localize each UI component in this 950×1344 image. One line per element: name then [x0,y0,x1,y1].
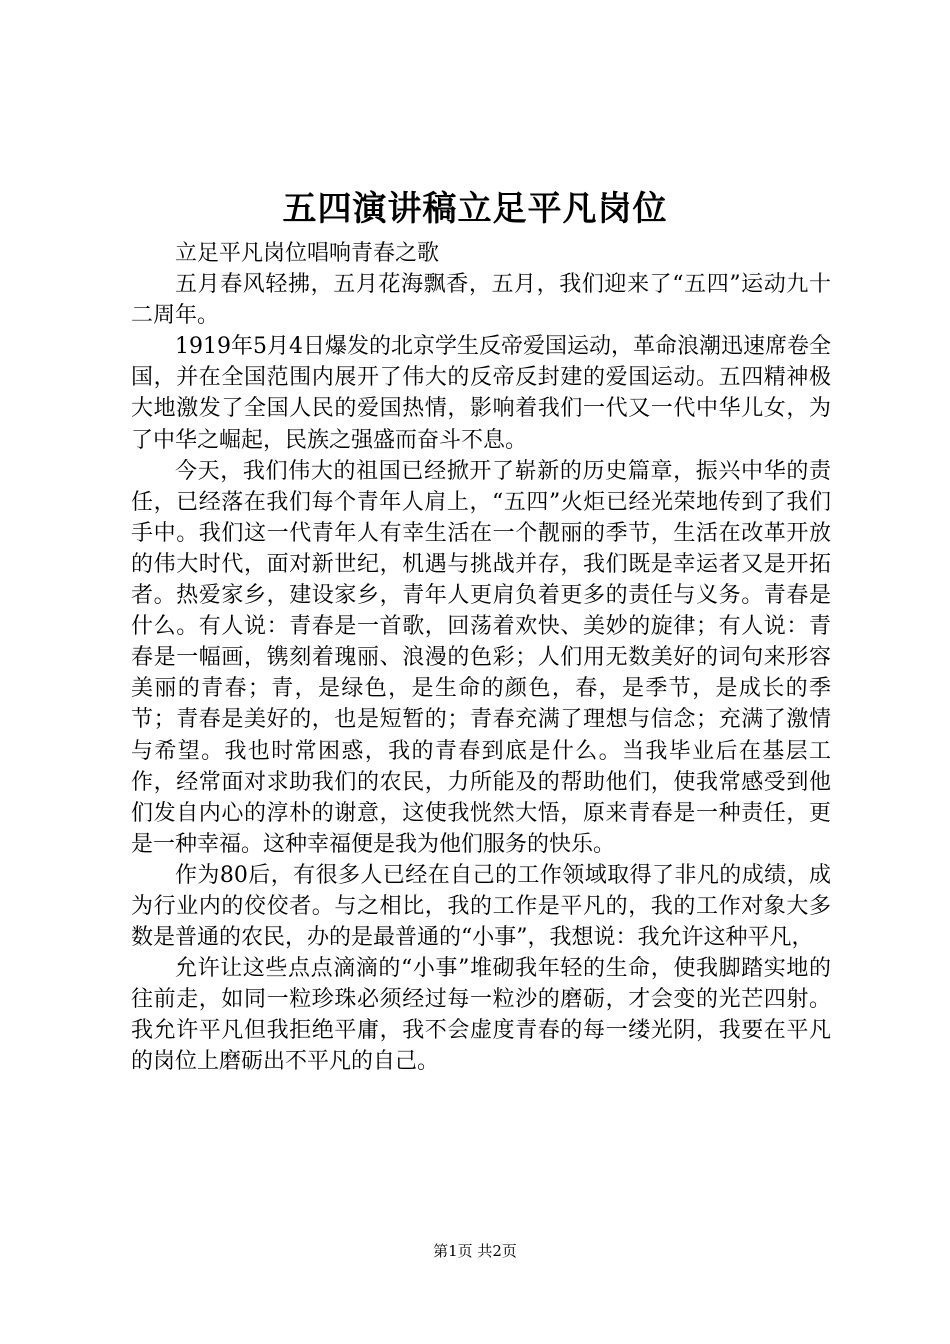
document-subtitle: 立足平凡岗位唱响青春之歌 [175,241,440,266]
document-body [131,238,831,1078]
paragraph: 作为80后，有很多人已经在自己的工作领域取得了非凡的成绩，成为行业内的佼佼者。与之相比，我的工作是平凡的，我的工作对象大多数是普通的农民，办的是最普通的“小事”，我想说：我允许这种平凡， [131,862,831,951]
paragraph: 1919年5月4日爆发的北京学生反帝爱国运动，革命浪潮迅速席卷全国，并在全国范围内展开了伟大的反帝反封建的爱国运动。五四精神极大地激发了全国人民的爱国热情，影响着我们一代又一代中华儿女，为了中华之崛起，民族之强盛而奋斗不息。 [131,334,831,453]
paragraph: 今天，我们伟大的祖国已经掀开了崭新的历史篇章，振兴中华的责任，已经落在我们每个青年人肩上，“五四”火炬已经光荣地传到了我们手中。我们这一代青年人有幸生活在一个靓丽的季节，生活在改革开放的伟大时代，面对新世纪，机遇与挑战并存，我们既是幸运者又是开拓者。热爱家乡，建设家乡，青年人更肩负着更多的责任与义务。青春是什么。有人说：青春是一首歌，回荡着欢快、美妙的旋律；有人说：青春是一幅画，镌刻着瑰丽、浪漫的色彩；人们用无数美好的词句来形容美丽的青春；青，是绿色，是生命的颜色，春，是季节，是成长的季节；青春是美好的，也是短暂的；青春充满了理想与信念；充满了激情与希望。我也时常困惑，我的青春到底是什么。当我毕业后在基层工作，经常面对求助我们的农民，力所能及的帮助他们，使我常感受到他们发自内心的淳朴的谢意，这使我恍然大悟，原来青春是一种责任，更是一种幸福。这种幸福便是我为他们服务的快乐。 [131,458,831,857]
paragraph: 五月春风轻拂，五月花海飘香，五月，我们迎来了“五四”运动九十二周年。 [131,272,831,329]
document-title: 五四演讲稿立足平凡岗位 [282,189,668,229]
page-number-footer: 第1页 共2页 [433,1242,517,1260]
paragraph: 允许让这些点点滴滴的“小事”堆砌我年轻的生命，使我脚踏实地的往前走，如同一粒珍珠必须经过每一粒沙的磨砺，才会变的光芒四射。我允许平凡但我拒绝平庸，我不会虚度青春的每一缕光阴，我要在平凡的岗位上磨砺出不平凡的自己。 [131,956,831,1075]
